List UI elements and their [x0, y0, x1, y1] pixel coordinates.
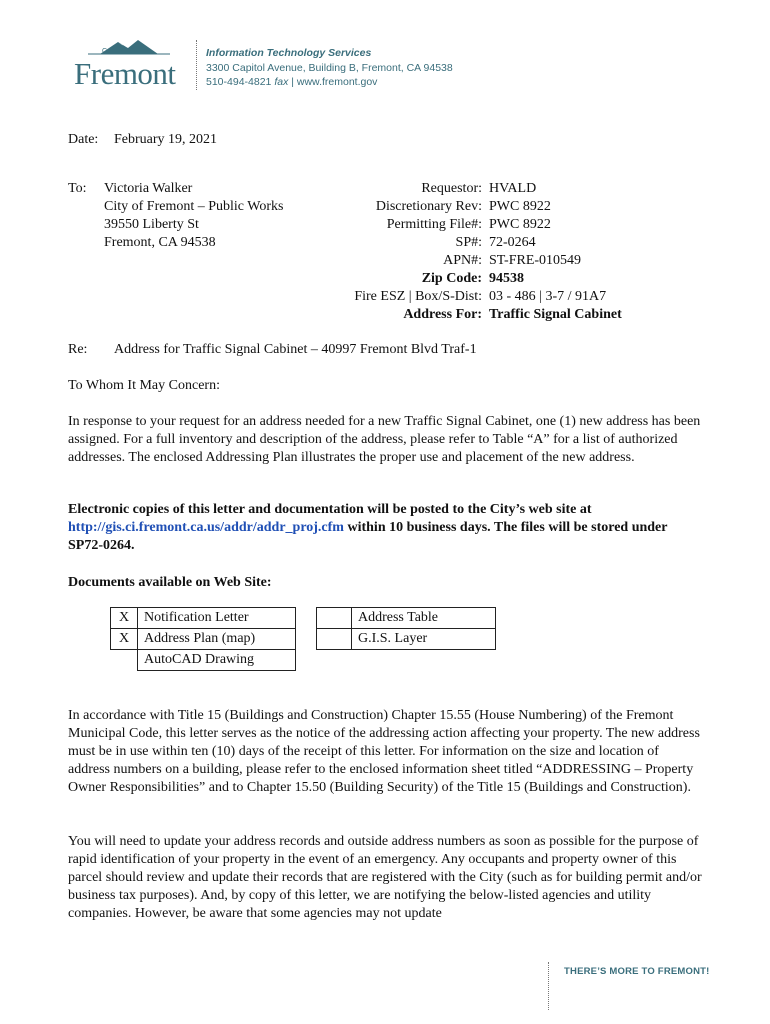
re-subject: Address for Traffic Signal Cabinet – 40997 Fremont Blvd Traf-1	[114, 342, 477, 357]
doc-name: Notification Letter	[138, 608, 296, 629]
field-label-fire: Fire ESZ | Box/S-Dist:	[354, 289, 482, 304]
re-label: Re:	[68, 342, 88, 357]
field-label-requestor: Requestor:	[421, 181, 482, 196]
doc-name: G.I.S. Layer	[352, 629, 496, 650]
doc-check-mark	[111, 650, 138, 671]
fax-label: fax	[274, 76, 289, 88]
documents-heading: Documents available on Web Site:	[68, 575, 272, 590]
doc-check-mark: X	[111, 629, 138, 650]
department-block	[206, 46, 453, 90]
field-value-sp: 72-0264	[489, 235, 536, 250]
logo-city-of: CITY OF	[102, 48, 144, 55]
doc-check-mark	[317, 608, 352, 629]
field-value-discretionary: PWC 8922	[489, 199, 551, 214]
doc-check-mark	[317, 629, 352, 650]
department-website: | www.fremont.gov	[291, 76, 378, 88]
field-value-requestor: HVALD	[489, 181, 537, 196]
recipient-street: 39550 Liberty St	[104, 217, 199, 232]
field-value-zip: 94538	[489, 271, 524, 286]
table-row	[317, 608, 496, 629]
recipient-org: City of Fremont – Public Works	[104, 199, 284, 214]
footer-tagline: THERE’S MORE TO FREMONT!	[564, 966, 710, 977]
electronic-copies-text-a: Electronic copies of this letter and documentation will be posted to the City’s web site at	[68, 502, 592, 517]
request-field-labels	[300, 180, 482, 324]
department-name: Information Technology Services	[206, 47, 372, 59]
paragraph-update-records: You will need to update your address records and outside address numbers as soon as possible for the purpose of rapid identification of your property in the event of an emergency. Any occupants and property owner of this parcel should review and update their records that are registered with the City (such as for building permit and/or business tax purposes). And, by copy of this letter, we are notifying the below-listed agencies and utility companies. However, be aware that some agencies may not update	[68, 834, 702, 921]
electronic-copies-text-b: within 10 business days. The files will be stored under SP72-0264.	[68, 520, 668, 553]
field-label-address-for: Address For:	[403, 307, 482, 322]
department-address: 3300 Capitol Avenue, Building B, Fremont, CA 94538	[206, 61, 453, 74]
paragraph-intro: In response to your request for an address needed for a new Traffic Signal Cabinet, one (1) new address has been assigned. For a full inventory and description of the address, please refer to Table “A” for a list of authorized addresses. The enclosed Addressing Plan illustrates the proper use and placement of the new address.	[68, 414, 701, 465]
to-label: To:	[68, 181, 87, 196]
documents-table-right	[316, 607, 496, 650]
request-field-values	[489, 180, 622, 324]
field-label-discretionary: Discretionary Rev:	[375, 199, 482, 214]
date-value: February 19, 2021	[114, 132, 218, 147]
recipient-name: Victoria Walker	[104, 181, 193, 196]
table-row	[111, 608, 296, 629]
field-label-sp: SP#:	[455, 235, 482, 250]
header-divider	[196, 40, 197, 90]
table-row	[111, 629, 296, 650]
doc-name: AutoCAD Drawing	[138, 650, 296, 671]
doc-check-mark: X	[111, 608, 138, 629]
department-phone: 510-494-4821	[206, 76, 272, 88]
table-row	[111, 650, 296, 671]
footer-divider	[548, 962, 549, 1010]
recipient-city: Fremont, CA 94538	[104, 235, 216, 250]
field-label-zip: Zip Code:	[421, 271, 482, 286]
department-contact	[206, 75, 453, 90]
field-label-permitting: Permitting File#:	[386, 217, 482, 232]
field-value-fire: 03 - 486 | 3-7 / 91A7	[489, 289, 607, 304]
field-value-apn: ST-FRE-010549	[489, 253, 582, 268]
paragraph-title-15: In accordance with Title 15 (Buildings and Construction) Chapter 15.55 (House Numbering) of the Fremont Municipal Code, this letter serves as the notice of the addressing action affecting your property. The new address must be in use within ten (10) days of the receipt of this letter. For information on the size and location of address numbers on a building, please refer to the enclosed information sheet titled “ADDRESSING – Property Owner Responsibilities” and to Chapter 15.50 (Building Security) of the Title 15 (Buildings and Construction).	[68, 708, 700, 795]
logo-wordmark: Fremont	[74, 56, 176, 91]
field-value-address-for: Traffic Signal Cabinet	[489, 307, 622, 322]
doc-name: Address Table	[352, 608, 496, 629]
paragraph-electronic-copies	[68, 501, 702, 555]
salutation: To Whom It May Concern:	[68, 378, 220, 393]
doc-name: Address Plan (map)	[138, 629, 296, 650]
field-label-apn: APN#:	[443, 253, 482, 268]
field-value-permitting: PWC 8922	[489, 217, 551, 232]
city-logo	[70, 36, 190, 92]
documents-table-left	[110, 607, 296, 671]
table-row	[317, 629, 496, 650]
date-label: Date:	[68, 132, 99, 147]
web-site-link[interactable]: http://gis.ci.fremont.ca.us/addr/addr_proj.cfm	[68, 520, 344, 535]
